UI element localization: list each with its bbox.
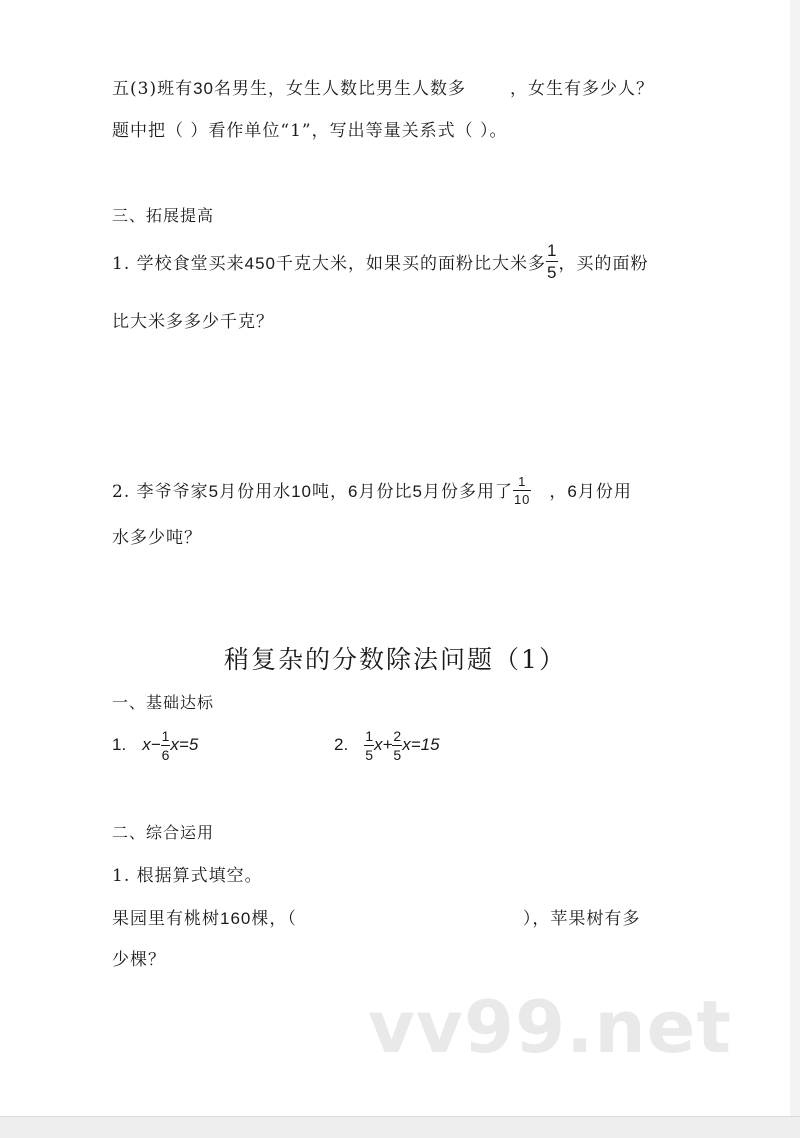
fraction-one-fifth: $\frac{1}{5}$	[547, 241, 558, 282]
watermark: vv99.net	[368, 985, 732, 1069]
problem-2-line2: 水多少吨？	[112, 528, 202, 548]
text: ），苹果树有多	[522, 909, 641, 929]
text: 名男生，女生人数比男生人数多	[214, 79, 467, 99]
section-heading-apply: 二、综合运用	[112, 823, 215, 842]
text: 月份用水	[219, 482, 292, 502]
number: 30	[193, 79, 215, 98]
number: 6	[567, 482, 578, 501]
number: 160	[220, 909, 252, 928]
section-heading-extend: 三、拓展提高	[112, 206, 215, 225]
lesson-title: 稍复杂的分数除法问题（1）	[224, 645, 566, 674]
fraction-one-tenth: $\frac{1}{10}$	[513, 474, 531, 507]
fraction-one-sixth: $\frac{1}{6}$	[161, 728, 170, 763]
number: 450	[244, 254, 276, 273]
text: ，	[549, 482, 568, 502]
viewer-bottom-edge	[0, 1116, 800, 1138]
problem-2-line1	[112, 474, 632, 507]
section-heading-basic: 一、基础达标	[112, 693, 215, 712]
text: 棵，（	[251, 909, 297, 929]
equation-number: 2.	[334, 734, 349, 754]
equation-text: x−	[142, 734, 161, 754]
problem-1-line1	[112, 241, 649, 282]
text: 月份多用了	[422, 482, 513, 502]
number: 5	[412, 482, 423, 501]
text: ，女生有多少人？	[510, 79, 655, 99]
text: 吨，	[312, 482, 349, 502]
text: ，买的面粉	[558, 254, 649, 274]
number: 6	[348, 482, 359, 501]
equation-1	[112, 729, 198, 762]
apply-question-1-line3: 少棵？	[112, 950, 166, 970]
text: 2. 李爷爷家	[112, 482, 209, 502]
text: 月份用	[577, 482, 632, 502]
intro-question-line2: 题中把（ ）看作单位“1”，写出等量关系式（ ）。	[112, 121, 508, 141]
number: 10	[291, 482, 313, 501]
intro-question-line1	[112, 74, 654, 99]
text: 月份比	[358, 482, 413, 502]
equation-text: x+	[373, 734, 393, 754]
fraction-one-fifth: $\frac{1}{5}$	[365, 728, 373, 763]
problem-1-line2: 比大米多多少千克？	[112, 312, 274, 332]
text: 五(3)班有	[112, 79, 194, 99]
equation-number: 1.	[112, 734, 127, 754]
equation-text: x=5	[170, 734, 199, 754]
number: 5	[208, 482, 220, 501]
text: 千克大米，如果买的面粉比大米多	[276, 254, 546, 274]
equation-text: x=15	[402, 734, 440, 754]
fraction-two-fifths: $\frac{2}{5}$	[393, 728, 402, 763]
text: 1. 学校食堂买来	[112, 254, 245, 274]
text: 果园里有桃树	[112, 909, 220, 929]
viewer-right-edge	[790, 0, 800, 1116]
apply-question-1-line2	[112, 904, 640, 929]
equation-2	[334, 729, 440, 762]
apply-question-1: 1. 根据算式填空。	[112, 866, 263, 886]
